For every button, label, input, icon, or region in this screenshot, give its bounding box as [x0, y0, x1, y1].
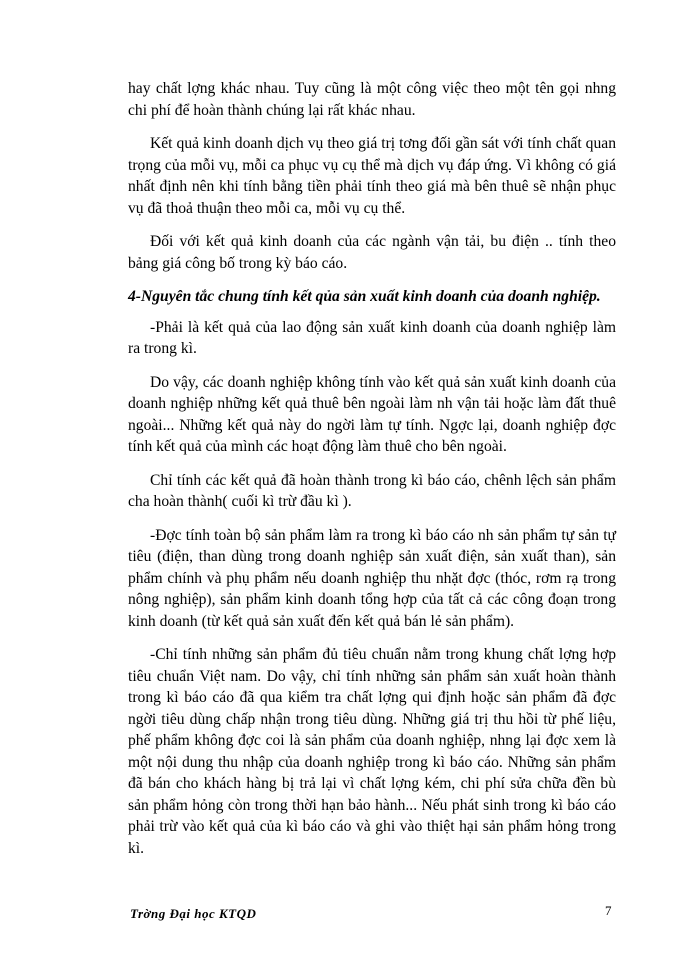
paragraph: Do vậy, các doanh nghiệp không tính vào kết quả sản xuất kinh doanh của doanh nghiệp những kết quả thuê bên ngoài làm nh vận tải hoặc làm đất thuê ngoài... Những kết quả này do ngời làm tự tính. Ngợc lại, doanh nghiệp đợc tính kết quả của mình các hoạt động làm thuê cho bên ngoài.: [128, 373, 616, 455]
body-text: [128, 78, 616, 871]
paragraph: -Phải là kết quả của lao động sản xuất kinh doanh của doanh nghiệp làm ra trong kì.: [128, 318, 616, 357]
paragraph: Chỉ tính các kết quả đã hoàn thành trong kì báo cáo, chênh lệch sản phẩm cha hoàn thành( cuối kì trừ đầu kì ).: [128, 471, 616, 510]
paragraph: Đối với kết quả kinh doanh của các ngành vận tải, bu điện .. tính theo bảng giá công bố trong kỳ báo cáo.: [128, 233, 616, 272]
section-heading: 4-Nguyên tắc chung tính kết qủa sản xuất kinh doanh của doanh nghiệp.: [128, 288, 601, 305]
footer-school-name: Trờng Đại học KTQD: [130, 906, 257, 921]
paragraph: hay chất lợng khác nhau. Tuy cũng là một công việc theo một tên gọi nhng chi phí để hoàn thành chúng lại rất khác nhau.: [128, 80, 616, 119]
paragraph: Kết quả kinh doanh dịch vụ theo giá trị tơng đối gần sát với tính chất quan trọng của mỗi vụ, mỗi ca phục vụ cụ thể mà dịch vụ đáp ứng. Vì không có giá nhất định nên khi tính bằng tiền phải tính theo giá mà bên thuê sẽ nhận phục vụ đã thoả thuận theo mỗi ca, mỗi vụ cụ thể.: [128, 135, 616, 217]
paragraph: -Đợc tính toàn bộ sản phẩm làm ra trong kì báo cáo nh sản phẩm tự sản tự tiêu (điện, than dùng trong doanh nghiệp sản xuất điện, sản xuất than), sản phẩm chính và phụ phẩm nếu doanh nghiệp thu nhặt đợc (thóc, rơm rạ trong nông nghiệp), sản phẩm kinh doanh tổng hợp của tất cả các công đoạn trong kinh doanh (từ kết quả sản xuất đến kết quả bán lẻ sản phẩm).: [128, 526, 616, 630]
paragraph: -Chỉ tính những sản phẩm đủ tiêu chuẩn nằm trong khung chất lợng hợp tiêu chuẩn Việt nam. Do vậy, chỉ tính những sản phẩm sản xuất hoàn thành trong kì báo cáo đã qua kiểm tra chất lợng qui định hoặc sản phẩm đã đợc ngời tiêu dùng chấp nhận trong tiêu dùng. Những giá trị thu hồi từ phế liệu, phế phẩm không đợc coi là sản phẩm của doanh nghiệp, nhng lại đợc xem là một nội dung thu nhập của doanh nghiệp trong kì báo cáo. Những sản phẩm đã bán cho khách hàng bị trả lại vì chất lợng kém, chi phí sửa chữa đền bù sản phẩm hỏng còn trong thời hạn bảo hành... Nếu phát sinh trong kì báo cáo phải trừ vào kết quả của kì báo cáo và ghi vào thiệt hại sản phẩm hỏng trong kì.: [128, 646, 616, 857]
page-number: 7: [605, 903, 612, 918]
